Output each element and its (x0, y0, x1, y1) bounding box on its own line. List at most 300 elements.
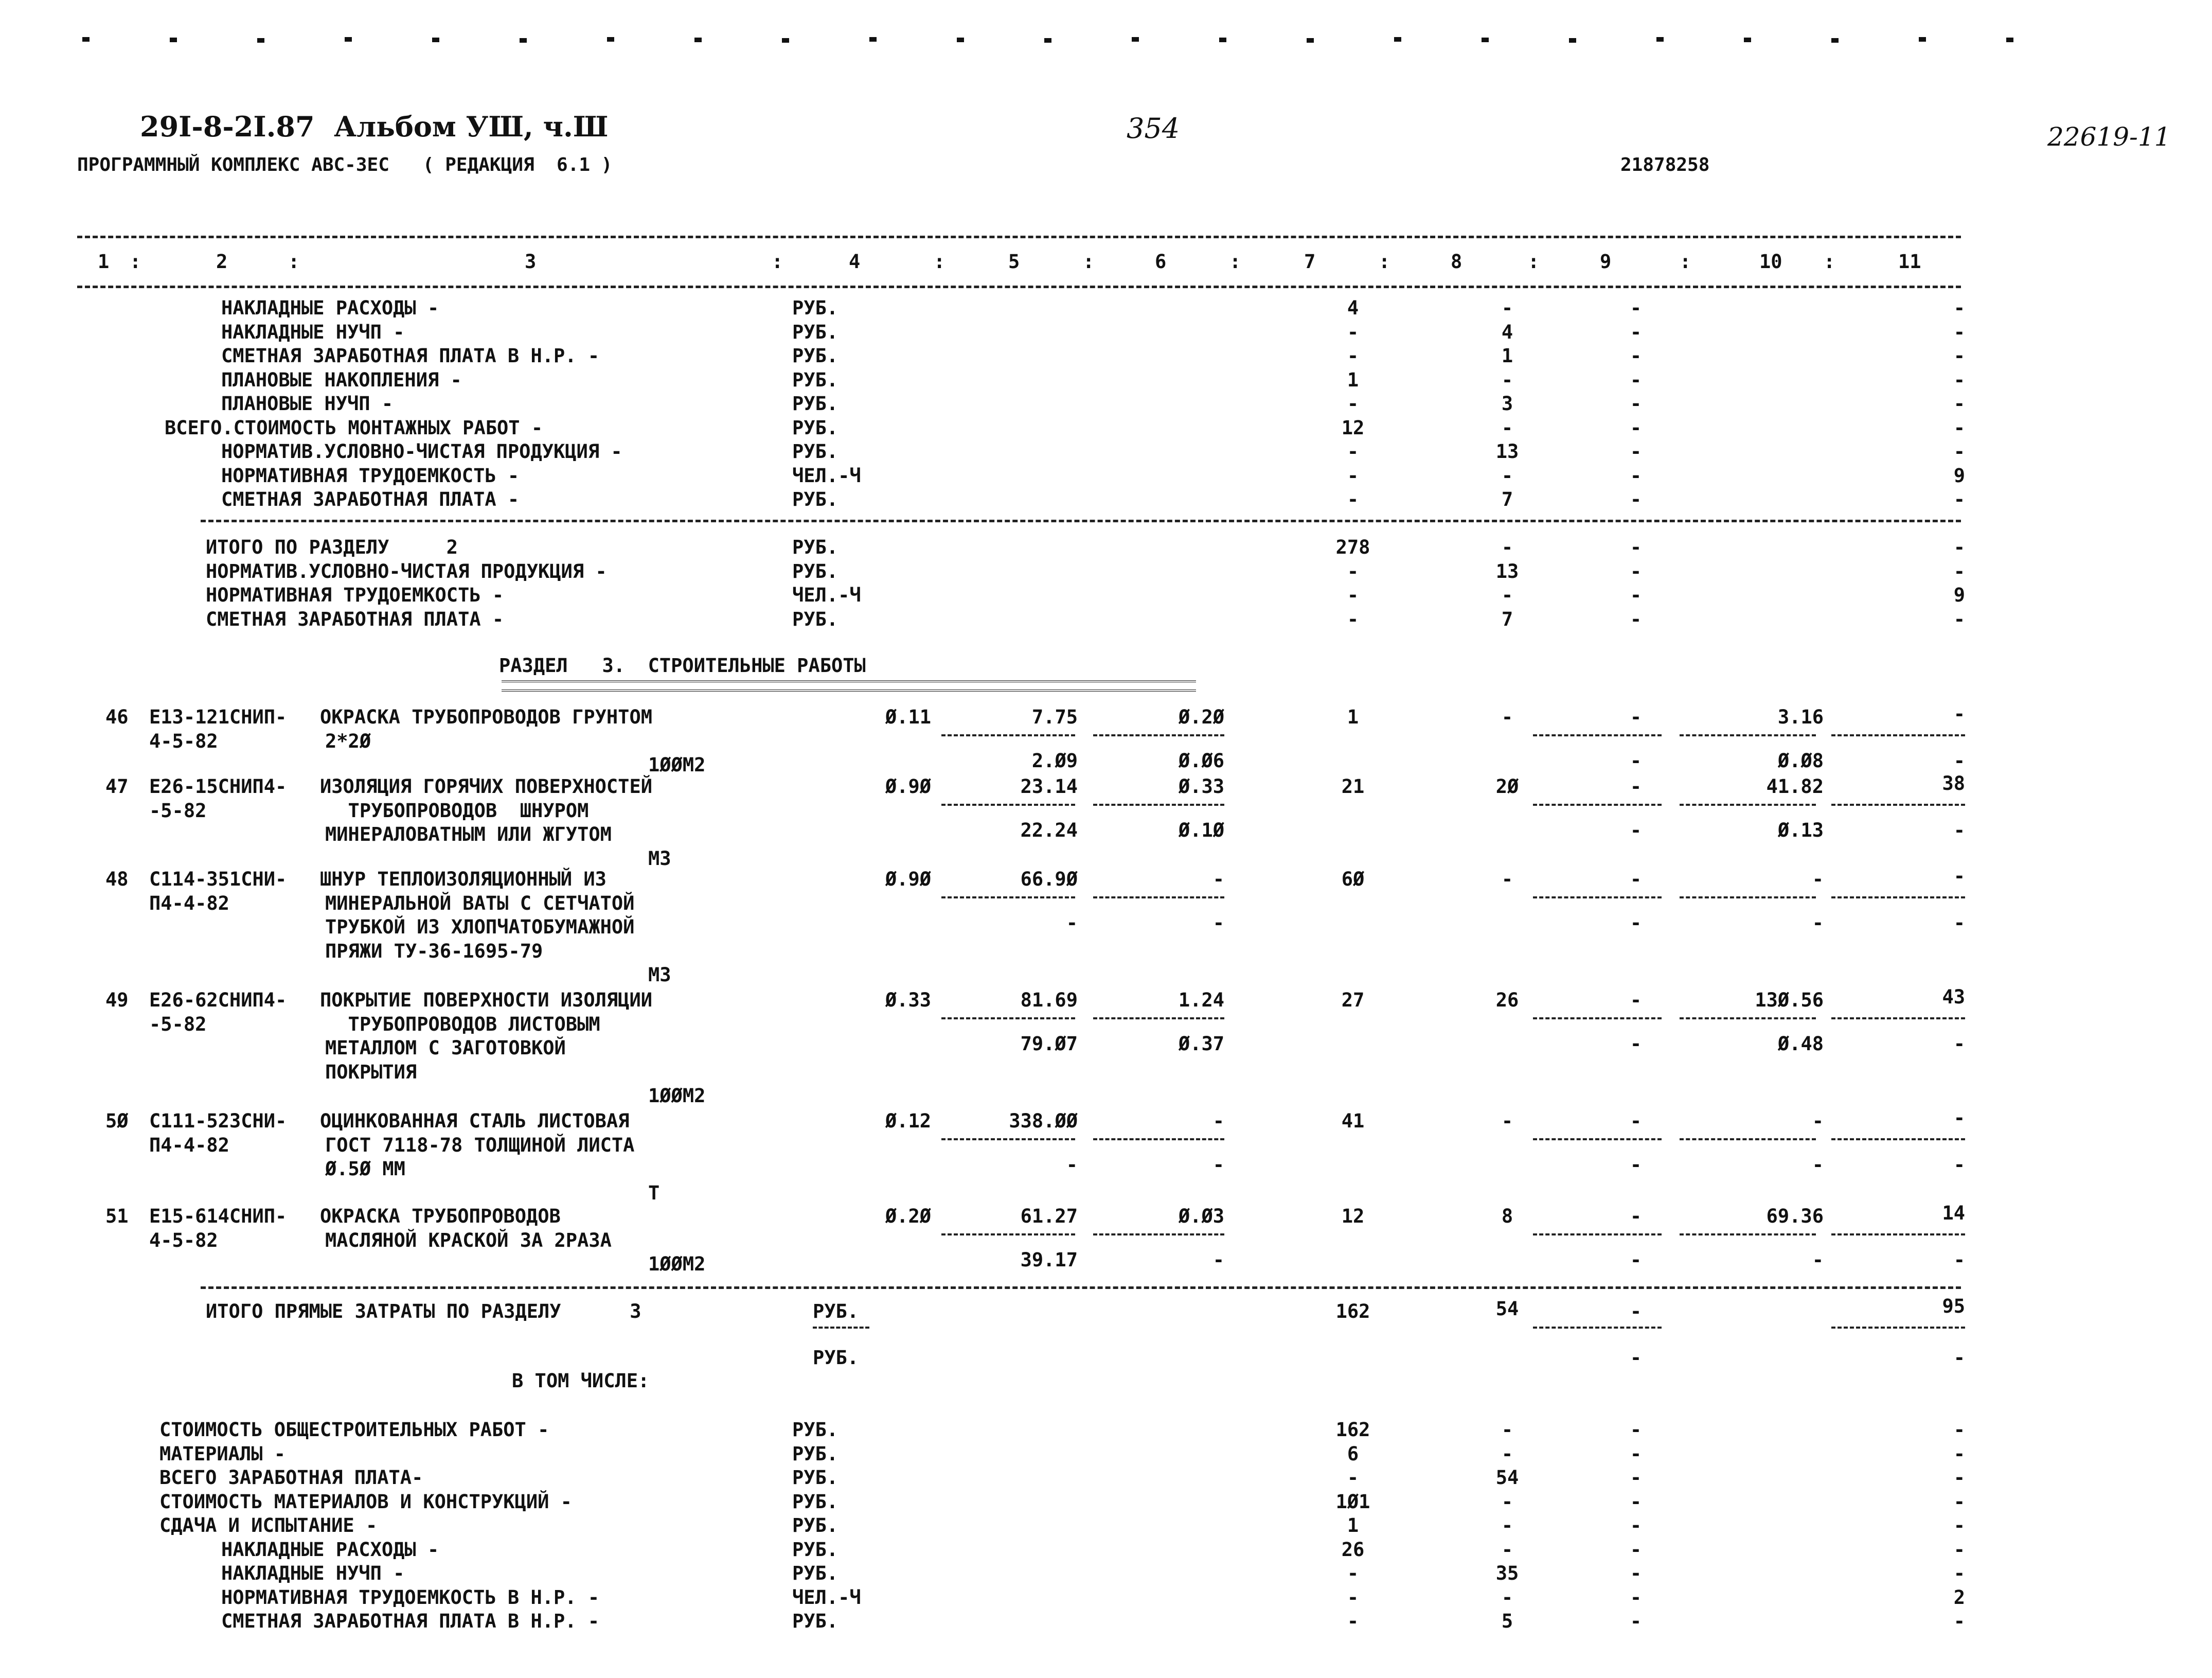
item-number: 48 (105, 868, 129, 890)
cell-col6-sub: Ø.Ø6 (1178, 750, 1224, 772)
cell-col4: Ø.12 (885, 1110, 931, 1132)
cell-divider (1831, 1233, 1965, 1235)
total-unit: РУБ. (813, 1300, 859, 1322)
cell-col9: - (1630, 1514, 1642, 1536)
cell-col8: 3 (1501, 393, 1513, 415)
cell-col9-sub: - (1630, 1154, 1642, 1176)
row-label: ИТОГО ПО РАЗДЕЛУ 2 (206, 536, 458, 558)
row-unit: РУБ. (792, 560, 839, 582)
row-unit: РУБ. (792, 536, 839, 558)
cell-col7: 26 (1341, 1538, 1365, 1561)
row-unit: РУБ. (792, 608, 839, 630)
cell-col5: 23.14 (1020, 775, 1078, 798)
row-label: ВСЕГО.СТОИМОСТЬ МОНТАЖНЫХ РАБОТ - (165, 416, 543, 439)
cell-col11-sub: - (1953, 1154, 1965, 1176)
cell-col5-sub: 22.24 (1020, 819, 1078, 841)
cell-col11: - (1953, 1347, 1965, 1369)
perforation-dot (1919, 37, 1926, 42)
row-unit: РУБ. (792, 416, 839, 439)
row-label: ПЛАНОВЫЕ НУЧП - (221, 393, 394, 415)
cell-col9-sub: - (1630, 1249, 1642, 1271)
row-unit: РУБ. (792, 297, 839, 319)
item-code: С114-351СНИ- (149, 868, 287, 890)
cell-col6: - (1212, 868, 1224, 890)
row-unit: РУБ. (792, 1490, 839, 1513)
item-code: Е13-121СНИП- (149, 706, 287, 728)
cell-divider (941, 1017, 1075, 1019)
document-code: 29I-8-2I.87 Альбом УШ, ч.Ш (140, 110, 609, 143)
program-title: ПРОГРАММНЫЙ КОМПЛЕКС АВС-3ЕС ( РЕДАКЦИЯ 6.1 ) (77, 154, 613, 175)
cell-col9-sub: - (1630, 819, 1642, 841)
perforation-dot (1656, 37, 1664, 42)
perforation-dot (1394, 37, 1401, 42)
perforation-dot (520, 38, 527, 43)
cell-divider (1533, 896, 1662, 898)
cell-col9: - (1630, 775, 1642, 798)
cell-col6-sub: - (1212, 1249, 1224, 1271)
cell-col8: 4 (1501, 321, 1513, 343)
cell-col11: - (1953, 1610, 1965, 1632)
cell-col8: 2Ø (1495, 775, 1519, 798)
item-code-line2: 4-5-82 (149, 730, 218, 752)
item-number: 49 (105, 989, 129, 1011)
cell-divider (1533, 734, 1662, 736)
cell-col11: - (1953, 560, 1965, 582)
item-number: 47 (105, 775, 129, 798)
cell-divider (941, 734, 1075, 736)
item-description: Ø.5Ø ММ (325, 1158, 405, 1180)
item-description: ПРЯЖИ ТУ-36-1695-79 (325, 940, 543, 962)
item-number: 51 (105, 1205, 129, 1227)
column-header-5: 5 (1008, 251, 1020, 273)
section-title-underline (502, 680, 1196, 685)
cell-col7: - (1347, 1586, 1359, 1609)
cell-col11: - (1953, 345, 1965, 367)
perforation-dot (2006, 38, 2013, 42)
column-header-7: 7 (1304, 251, 1316, 273)
cell-col5-sub: - (1066, 912, 1078, 934)
cell-col11: - (1953, 1538, 1965, 1561)
cell-col11-sub: - (1953, 819, 1965, 841)
cell-divider (1093, 896, 1224, 898)
cell-col11: 14 (1942, 1202, 1965, 1224)
cell-divider (1093, 1138, 1224, 1140)
perforation-dot (345, 37, 352, 42)
cell-col9: - (1630, 416, 1642, 439)
row-unit: РУБ. (792, 1467, 839, 1489)
item-code-line2: -5-82 (149, 799, 207, 822)
cell-col11-sub: - (1953, 912, 1965, 934)
cell-col7: 162 (1335, 1300, 1370, 1322)
cell-col11-sub: - (1953, 750, 1965, 772)
cell-col10-sub: Ø.48 (1777, 1033, 1824, 1055)
cell-col11: - (1953, 440, 1965, 463)
column-header-4: 4 (849, 251, 861, 273)
cell-col7: - (1347, 464, 1359, 487)
row-label: СМЕТНАЯ ЗАРАБОТНАЯ ПЛАТА В Н.Р. - (221, 345, 600, 367)
cell-divider (1680, 734, 1816, 736)
row-unit: ЧЕЛ.-Ч (792, 1586, 861, 1609)
perforation-dot (694, 38, 702, 42)
row-unit: РУБ. (792, 1514, 839, 1536)
cell-col9: - (1630, 1442, 1642, 1465)
cell-col10: 41.82 (1766, 775, 1824, 798)
cell-col7: - (1347, 440, 1359, 463)
cell-col9: - (1630, 1490, 1642, 1513)
unit-divider (813, 1327, 869, 1329)
section-title-underline-2 (502, 690, 1196, 695)
row-label: НАКЛАДНЫЕ РАСХОДЫ - (221, 1538, 439, 1561)
cell-divider (1680, 1138, 1816, 1140)
cell-col5-sub: - (1066, 1154, 1078, 1176)
column-separator: : (1379, 251, 1390, 273)
cell-divider (1093, 804, 1224, 806)
cell-divider (941, 1138, 1075, 1140)
cell-col8: - (1501, 1538, 1513, 1561)
cell-col11: - (1953, 416, 1965, 439)
column-header-6: 6 (1155, 251, 1167, 273)
cell-col11: - (1953, 1107, 1965, 1129)
cell-col7: - (1347, 1610, 1359, 1632)
row-unit: РУБ. (792, 1419, 839, 1441)
cell-col9: - (1630, 608, 1642, 630)
cell-col8: 54 (1495, 1467, 1519, 1489)
row-unit: РУБ. (792, 1442, 839, 1465)
row-unit: РУБ. (792, 1562, 839, 1584)
cell-col8: 7 (1501, 488, 1513, 510)
cell-col9: - (1630, 297, 1642, 319)
cell-col11-sub: - (1953, 1249, 1965, 1271)
perforation-dot (607, 37, 614, 42)
cell-col8: - (1501, 1110, 1513, 1132)
row-label: НОРМАТИВНАЯ ТРУДОЕМКОСТЬ - (221, 464, 520, 487)
column-separator: : (288, 251, 300, 273)
perforation-dot (1482, 38, 1489, 42)
cell-divider (1533, 1233, 1662, 1235)
cell-col7: - (1347, 1467, 1359, 1489)
cell-col11: - (1953, 1562, 1965, 1584)
column-separator: : (1680, 251, 1691, 273)
cell-col9: - (1630, 1347, 1642, 1369)
cell-col11: - (1953, 1467, 1965, 1489)
perforation-dot (257, 38, 264, 43)
cell-col8: - (1501, 536, 1513, 558)
item-unit: 1ØØМ2 (648, 1085, 706, 1107)
cell-divider (941, 804, 1075, 806)
item-code: С111-523СНИ- (149, 1110, 287, 1132)
header-bottom-rule (77, 286, 1961, 288)
row-label: СМЕТНАЯ ЗАРАБОТНАЯ ПЛАТА - (221, 488, 520, 510)
cell-col4: Ø.9Ø (885, 868, 931, 890)
column-separator: : (772, 251, 783, 273)
perforation-dot (170, 38, 177, 42)
cell-col8: - (1501, 584, 1513, 606)
cell-col9: - (1630, 1610, 1642, 1632)
cell-col7: - (1347, 393, 1359, 415)
column-separator: : (1528, 251, 1540, 273)
cell-col10-sub: Ø.Ø8 (1777, 750, 1824, 772)
cell-col7: - (1347, 345, 1359, 367)
cell-col10: - (1812, 868, 1824, 890)
perforation-dot (1831, 38, 1839, 43)
cell-col11: 95 (1942, 1295, 1965, 1317)
item-number: 5Ø (105, 1110, 129, 1132)
cell-col7: 1 (1347, 1514, 1359, 1536)
column-header-3: 3 (525, 251, 537, 273)
row-label: СТОИМОСТЬ ОБЩЕСТРОИТЕЛЬНЫХ РАБОТ - (159, 1419, 549, 1441)
cell-col9: - (1630, 1110, 1642, 1132)
cell-col8: 8 (1501, 1205, 1513, 1227)
cell-col7: - (1347, 1562, 1359, 1584)
perforation-dot (869, 37, 877, 42)
cell-divider (1093, 734, 1224, 736)
cell-col9: - (1630, 1538, 1642, 1561)
cell-col8: - (1501, 464, 1513, 487)
cell-col10: 3.16 (1777, 706, 1824, 728)
cell-col5-sub: 2.Ø9 (1031, 750, 1078, 772)
cell-col9: - (1630, 488, 1642, 510)
cell-col11: 9 (1953, 464, 1965, 487)
cell-col10: - (1812, 1110, 1824, 1132)
cell-col9: - (1630, 1562, 1642, 1584)
row-unit: РУБ. (792, 488, 839, 510)
cell-divider (1093, 1233, 1224, 1235)
cell-divider (1831, 804, 1965, 806)
cell-col5: 66.9Ø (1020, 868, 1078, 890)
row-label: СМЕТНАЯ ЗАРАБОТНАЯ ПЛАТА - (206, 608, 504, 630)
item-code: Е26-62СНИП4- (149, 989, 287, 1011)
cell-col8: 54 (1495, 1298, 1519, 1320)
cell-col11: - (1953, 368, 1965, 391)
row-label: НОРМАТИВНАЯ ТРУДОЕМКОСТЬ - (206, 584, 504, 606)
cell-col7: 6Ø (1341, 868, 1365, 890)
item-unit: М3 (648, 964, 671, 986)
cell-col5: 7.75 (1031, 706, 1078, 728)
cell-divider (1831, 1327, 1965, 1329)
cell-col8: 13 (1495, 560, 1519, 582)
cell-col6: Ø.2Ø (1178, 706, 1224, 728)
item-unit: 1ØØМ2 (648, 754, 706, 776)
item-description: МАСЛЯНОЙ КРАСКОЙ ЗА 2РАЗА (325, 1229, 612, 1251)
cell-col11: - (1953, 1490, 1965, 1513)
cell-col10: 69.36 (1766, 1205, 1824, 1227)
perforation-dot (1132, 37, 1139, 42)
cell-col9-sub: - (1630, 750, 1642, 772)
cell-col8: - (1501, 1419, 1513, 1441)
column-separator: : (1083, 251, 1095, 273)
cell-col11: - (1953, 393, 1965, 415)
cell-divider (1533, 1138, 1662, 1140)
item-description: МИНЕРАЛОВАТНЫМ ИЛИ ЖГУТОМ (325, 823, 612, 845)
cell-col8: - (1501, 1442, 1513, 1465)
column-header-11: 11 (1898, 251, 1921, 273)
cell-divider (1831, 896, 1965, 898)
cell-divider (1831, 734, 1965, 736)
cell-col6: Ø.33 (1178, 775, 1224, 798)
section-rule (201, 520, 1961, 522)
cell-col8: 7 (1501, 608, 1513, 630)
perforation-dot (432, 38, 439, 42)
cell-col7: - (1347, 584, 1359, 606)
perforation-dot (82, 37, 90, 42)
item-description: 2*2Ø (325, 730, 371, 752)
cell-col8: - (1501, 297, 1513, 319)
cell-col9: - (1630, 1586, 1642, 1609)
cell-col7: 27 (1341, 989, 1365, 1011)
item-description: ОКРАСКА ТРУБОПРОВОДОВ ГРУНТОМ (320, 706, 653, 728)
document-id: 21878258 (1620, 154, 1710, 175)
item-description: МЕТАЛЛОМ С ЗАГОТОВКОЙ (325, 1037, 566, 1059)
item-code: Е26-15СНИП4- (149, 775, 287, 798)
cell-col9: - (1630, 1467, 1642, 1489)
cell-col7: 6 (1347, 1442, 1359, 1465)
cell-col4: Ø.33 (885, 989, 931, 1011)
column-header-1: 1 (98, 251, 110, 273)
cell-col9: - (1630, 321, 1642, 343)
cell-col11: - (1953, 1419, 1965, 1441)
cell-col9: - (1630, 1300, 1642, 1322)
cell-col10-sub: Ø.13 (1777, 819, 1824, 841)
perforation-dot (1219, 38, 1226, 42)
item-description: ГОСТ 7118-78 ТОЛЩИНОЙ ЛИСТА (325, 1134, 635, 1156)
cell-col5-sub: 39.17 (1020, 1249, 1078, 1271)
cell-col5: 338.ØØ (1009, 1110, 1078, 1132)
cell-col7: - (1347, 488, 1359, 510)
item-description: ТРУБКОЙ ИЗ ХЛОПЧАТОБУМАЖНОЙ (325, 916, 635, 938)
cell-col8: - (1501, 1490, 1513, 1513)
item-description: ОЦИНКОВАННАЯ СТАЛЬ ЛИСТОВАЯ (320, 1110, 630, 1132)
cell-col4: Ø.2Ø (885, 1205, 931, 1227)
cell-col11: - (1953, 297, 1965, 319)
cell-col8: 35 (1495, 1562, 1519, 1584)
item-code-line2: -5-82 (149, 1013, 207, 1035)
cell-col7: 12 (1341, 1205, 1365, 1227)
item-code-line2: П4-4-82 (149, 1134, 229, 1156)
cell-col11: 43 (1942, 986, 1965, 1008)
perforation-dot (957, 38, 964, 42)
section-title: РАЗДЕЛ 3. СТРОИТЕЛЬНЫЕ РАБОТЫ (499, 655, 866, 677)
cell-col11: 38 (1942, 772, 1965, 794)
row-label: СТОИМОСТЬ МАТЕРИАЛОВ И КОНСТРУКЦИЙ - (159, 1490, 572, 1513)
cell-col9: - (1630, 345, 1642, 367)
row-unit: ЧЕЛ.-Ч (792, 464, 861, 487)
perforation-dot (1569, 38, 1576, 43)
item-description: ТРУБОПРОВОДОВ ЛИСТОВЫМ (325, 1013, 600, 1035)
cell-col9-sub: - (1630, 912, 1642, 934)
item-code-line2: 4-5-82 (149, 1229, 218, 1251)
cell-col4: Ø.11 (885, 706, 931, 728)
row-unit: РУБ. (792, 1610, 839, 1632)
item-number: 46 (105, 706, 129, 728)
cell-divider (1680, 1233, 1816, 1235)
cell-col9: - (1630, 584, 1642, 606)
cell-col8: - (1501, 368, 1513, 391)
cell-col8: 26 (1495, 989, 1519, 1011)
cell-col7: 12 (1341, 416, 1365, 439)
cell-col7: 162 (1335, 1419, 1370, 1441)
row-unit: РУБ. (792, 440, 839, 463)
cell-divider (1831, 1017, 1965, 1019)
cell-divider (1680, 1017, 1816, 1019)
column-header-10: 10 (1759, 251, 1782, 273)
cell-col9: - (1630, 989, 1642, 1011)
cell-col8: - (1501, 416, 1513, 439)
cell-col9: - (1630, 536, 1642, 558)
row-unit: РУБ. (792, 1538, 839, 1561)
cell-col9: - (1630, 1419, 1642, 1441)
cell-col11: 9 (1953, 584, 1965, 606)
cell-col11: - (1953, 536, 1965, 558)
handwritten-reference: 22619-11 (2047, 122, 2171, 152)
column-header-9: 9 (1600, 251, 1612, 273)
cell-divider (941, 896, 1075, 898)
cell-divider (941, 1233, 1075, 1235)
column-header-8: 8 (1451, 251, 1462, 273)
header-top-rule (77, 236, 1961, 238)
row-label: НАКЛАДНЫЕ РАСХОДЫ - (221, 297, 439, 319)
total-label: ИТОГО ПРЯМЫЕ ЗАТРАТЫ ПО РАЗДЕЛУ 3 (206, 1300, 641, 1322)
row-unit: РУБ. (792, 345, 839, 367)
cell-divider (1533, 1327, 1662, 1329)
item-code: Е15-614СНИП- (149, 1205, 287, 1227)
cell-col9: - (1630, 868, 1642, 890)
column-header-2: 2 (216, 251, 228, 273)
row-unit: РУБ. (792, 368, 839, 391)
perforation-dot (1044, 38, 1051, 43)
cell-col9: - (1630, 393, 1642, 415)
row-unit: ЧЕЛ.-Ч (792, 584, 861, 606)
cell-col8: - (1501, 1514, 1513, 1536)
cell-col4: Ø.9Ø (885, 775, 931, 798)
cell-col9: - (1630, 440, 1642, 463)
column-separator: : (934, 251, 946, 273)
cell-col10-sub: - (1812, 1154, 1824, 1176)
item-description: ОКРАСКА ТРУБОПРОВОДОВ (320, 1205, 561, 1227)
cell-col9: - (1630, 368, 1642, 391)
cell-col7: 1 (1347, 368, 1359, 391)
item-description: ИЗОЛЯЦИЯ ГОРЯЧИХ ПОВЕРХНОСТЕЙ (320, 775, 653, 798)
cell-col8: - (1501, 706, 1513, 728)
cell-col11: - (1953, 865, 1965, 887)
subsection-title: В ТОМ ЧИСЛЕ: (512, 1370, 650, 1392)
cell-col9: - (1630, 464, 1642, 487)
item-description: МИНЕРАЛЬНОЙ ВАТЫ С СЕТЧАТОЙ (325, 892, 635, 914)
column-separator: : (130, 251, 141, 273)
cell-col6-sub: - (1212, 1154, 1224, 1176)
cell-col6: - (1212, 1110, 1224, 1132)
item-description: ПОКРЫТИЕ ПОВЕРХНОСТИ ИЗОЛЯЦИИ (320, 989, 653, 1011)
cell-col7: 1 (1347, 706, 1359, 728)
cell-col6-sub: - (1212, 912, 1224, 934)
cell-col8: 1 (1501, 345, 1513, 367)
page-number: 354 (1127, 112, 1180, 145)
cell-col11-sub: - (1953, 1033, 1965, 1055)
cell-col7: - (1347, 560, 1359, 582)
perforation-dot (1307, 38, 1314, 43)
row-label: МАТЕРИАЛЫ - (159, 1442, 286, 1465)
cell-col6-sub: Ø.1Ø (1178, 819, 1224, 841)
cell-divider (1533, 1017, 1662, 1019)
item-description: ПОКРЫТИЯ (325, 1061, 417, 1083)
cell-col7: 4 (1347, 297, 1359, 319)
cell-col7: 278 (1335, 536, 1370, 558)
cell-col8: 13 (1495, 440, 1519, 463)
row-unit: РУБ. (792, 393, 839, 415)
cell-col5: 81.69 (1020, 989, 1078, 1011)
cell-col8: 5 (1501, 1610, 1513, 1632)
perforation-dot (782, 38, 789, 43)
item-code-line2: П4-4-82 (149, 892, 229, 914)
